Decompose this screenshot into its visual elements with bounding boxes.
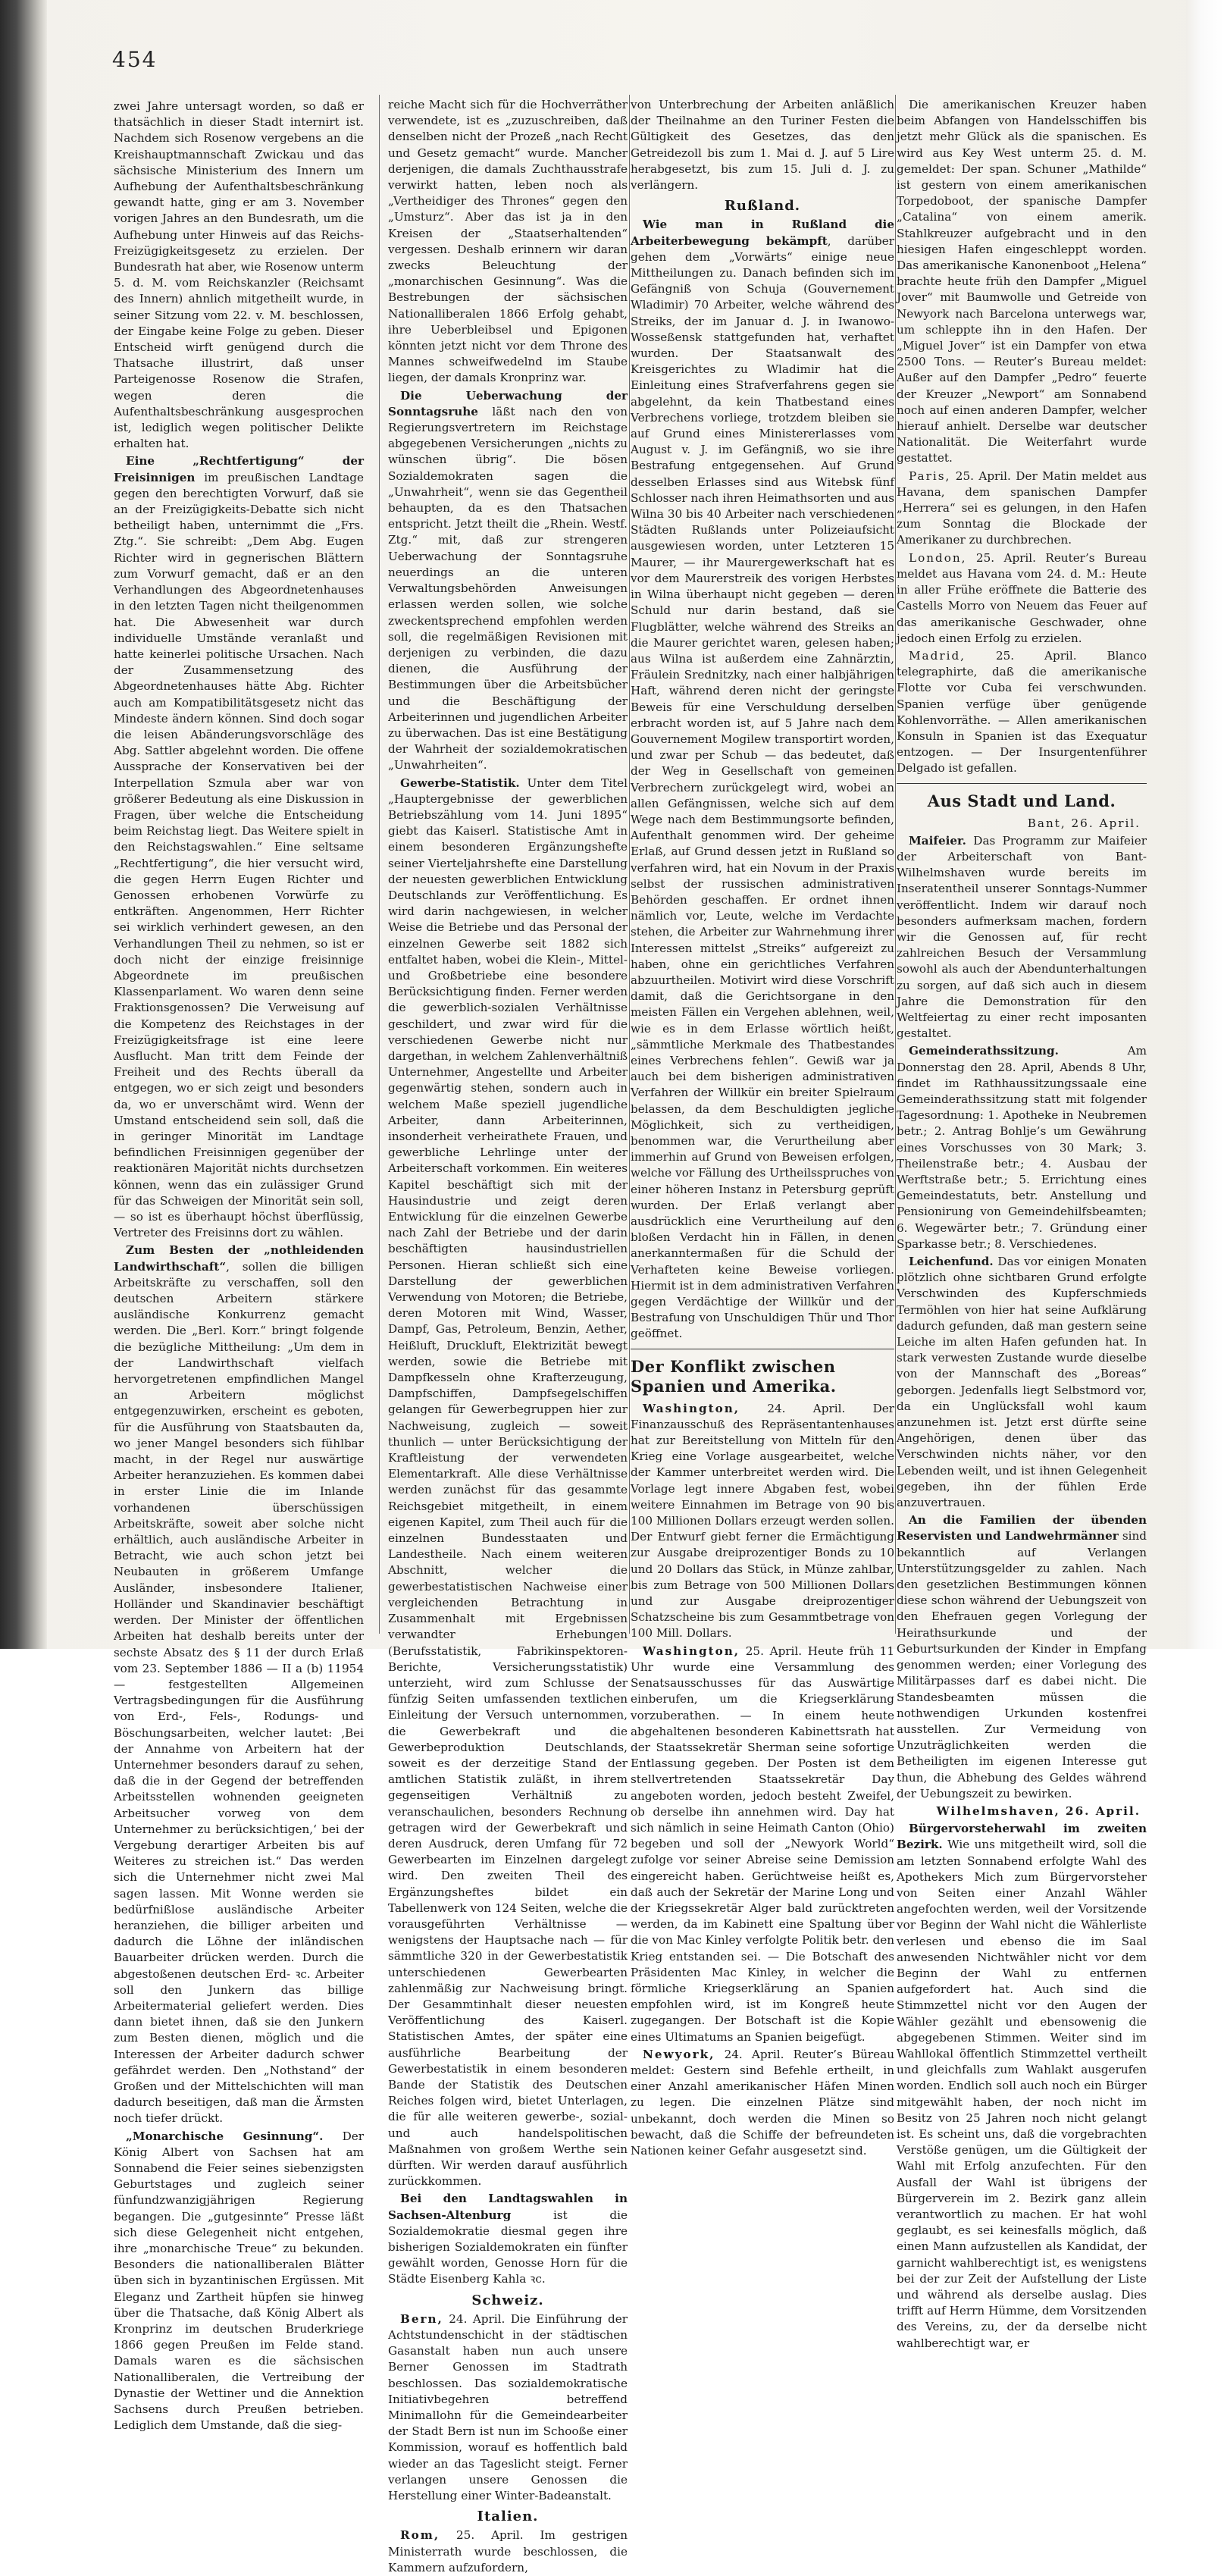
article-paragraph: [897, 550, 1147, 647]
article-paragraph: [897, 833, 1147, 1042]
article-paragraph: [897, 469, 1147, 549]
article-paragraph: [388, 776, 628, 2190]
article-paragraph: [388, 2527, 628, 2576]
dateline-place: London,: [909, 550, 967, 565]
article-text: im preußischen Landtage gegen den berechtigten Vorwurf, daß sie an der Freizügigkeits-Debatte sich nicht betheiligt haben, unternimmt die „Frs. Ztg.“. Sie schreibt: „Dem Abg. Eugen Richter wird in gegnerischen Blättern zum Vorwurf gemacht, daß er an den Verhandlungen des Abgeordnetenhauses in den letzten Tagen nicht theilgenommen hat. Die Abwesenheit war durch individuelle Umstände veranlaßt und hatte keinerlei politische Ursachen. Nach der Zusammensetzung des Abgeordnetenhauses hätte Abg. Richter auch am Kompatibilitätsgesetz nicht das Mindeste ändern können. Sind doch sogar die leisen Abänderungsvorschläge des Abg. Sattler abgelehnt worden. Die offene Aussprache der Konservativen bei der Interpellation Szmula aber war von größerer Bedeutung als eine Diskussion in Fragen, über welche die Entscheidung beim Reichstag liegt. Das Weitere spielt in den Reichstagswahlen.“ Eine seltsame „Rechtfertigung“, die hier versucht wird, die gegen Herrn Eugen Richter und Genossen erhobenen Vorwürfe zu entkräften. Angenommen, Herr Richter sei wirklich verhindert gewesen, an den Verhandlungen Theil zu nehmen, so ist er doch nicht der einzige freisinnige Abgeordnete im preußischen Klassenparlament. Wo waren denn seine Fraktionsgenossen? Die Verweisung auf die Kompetenz des Reichstages in der Freizügigkeitsfrage ist eine leere Ausflucht. Man tritt dem Feinde der Freiheit und des Rechts überall da entgegen, wo er sich zeigt und besonders da, wo er unverschämt wird. Wenn der Umstand entscheidend sein soll, daß die in geringer Minorität im Landtage befindlichen Freisinnigen gegenüber der reaktionären Majorität nichts durchsetzen können, wenn das ein zulässiger Grund für das Schweigen der Minorität sein soll, — so ist es überhaupt höchst überflüssig, Vertreter des Freisinns dort zu wählen.: [114, 470, 365, 1240]
article-paragraph: [114, 2129, 364, 2434]
article-text: Unter dem Titel „Hauptergebnisse der gewerblichen Betriebszählung vom 14. Juni 1895“ giebt das Kaiserl. Statistische Amt in einem besonderen Ergänzungshefte seiner Vierteljahrshefte eine Darstellung der neuesten gewerblichen Entwicklung Deutschlands zur Veröffentlichung. Es wird darin nachgewiesen, in welcher Weise die Betriebe und das Personal der einzelnen Gewerbe seit 1882 sich entfaltet haben, wobei die Klein-, Mittel- und Großbetriebe eine besondere Berücksichtigung finden. Ferner werden die gewerblich-sozialen Verhältnisse geschildert, und zwar wird für die verschiedenen Gewerbe nicht nur dargethan, in welchem Zahlenverhältniß Unternehmer, Angestellte und Arbeiter gegenwärtig stehen, sondern auch in welchem Maße speziell jugendliche Arbeiter, dann Arbeiterinnen, insonderheit verheirathete Frauen, und gewerbliche Lehrlinge unter der Arbeiterschaft vorkommen. Ein weiteres Kapitel beschäftigt sich mit der Hausindustrie und zeigt deren Entwicklung für die einzelnen Gewerbe nach Zahl der Betriebe und der darin beschäftigten hausindustriellen Personen. Hieran schließt sich eine Darstellung der gewerblichen Verwendung von Motoren; die Betriebe, deren Motoren mit Wind, Wasser, Dampf, Gas, Petroleum, Benzin, Aether, Heißluft, Druckluft, Elektrizität bewegt werden, sowie die Betriebe mit Dampfkesseln ohne Krafterzeugung, Dampfschiffen, Dampfsegelschiffen gelangen für Gewerbegruppen hier zur Nachweisung, zugleich — soweit thunlich — unter Berücksichtigung der Kraftleistung der verwendeten Elementarkraft. Alle diese Verhältnisse werden zunächst für das gesammte Reichsgebiet mitgetheilt, in einem eigenen Kapitel, zum Theil auch für die einzelnen Bundesstaaten und Landestheile. Nach einem weiteren Abschnitt, welcher die gewerbestatistischen Nachweise einer vergleichenden Betrachtung in Zusammenhalt mit Ergebnissen verwandter Erhebungen (Berufsstatistik, Fabrikinspektoren-Berichte, Versicherungsstatistik) unterzieht, wird zum Schlusse der fünfzig Seiten umfassenden textlichen Einleitung der Versuch unternommen, die Gewerbekraft und die Gewerbeproduktion Deutschlands, soweit es der derzeitige Stand der amtlichen Statistik zuläßt, in ihrem gegenseitigen Verhältniß zu veranschaulichen, besonders Rechnung getragen wird der Gewerbekraft und deren Ausdruck, deren Umfang für 72 Gewerbearten im Einzelnen dargelegt wird. Den zweiten Theil des Ergänzungsheftes bildet ein Tabellenwerk von 124 Seiten, welche die vorausgeführten Verhältnisse — wenigstens der Hauptsache nach — für sämmtliche 320 in der Gewerbestatistik unterschiedenen Gewerbearten zahlenmäßig zur Nachweisung bringt. Der Gesammtinhalt dieser neuesten Veröffentlichung des Kaiserl. Statistischen Amtes, der später eine ausführliche Bearbeitung der Gewerbestatistik in einem besonderen Bande der Statistik des Deutschen Reiches folgen wird, bietet Unterlagen, die für alle weiteren gewerbe-, sozial- und auch handelspolitischen Maßnahmen von großem Werthe sein dürften. Wir werden darauf ausführlich zurückkommen.: [388, 776, 628, 2189]
article-lead: Gemeinderathssitzung.: [909, 1044, 1059, 1058]
article-text: 25. April. Heute früh 11 Uhr wurde eine Versammlung des Senatsausschusses für das Auswärtige einberufen, um die Kriegserklärung vorzuberathen. — In einem heute abgehaltenen besonderen Kabinettsrath hat der Staatssekretär Sherman seine sofortige Entlassung gegeben. Der Posten ist dem stellvertretenden Staatssekretär Day angeboten worden, jedoch besteht Zweifel, ob derselbe ihn annehmen wird. Day hat sich nämlich in seine Heimath Canton (Ohio) begeben und soll der „Newyork World“ zufolge vor seiner Abreise seine Demission eingereicht haben. Gerüchtweise heißt es, daß auch der Sekretär der Marine Long und der Kriegssekretär Alger bald zurücktreten werden, da im Kabinett eine Spaltung über die von Mac Kinley verfolgte Politik betr. den Krieg entstanden sei. — Die Botschaft des Präsidenten Mac Kinley, in welcher die förmliche Kriegserklärung an Spanien empfohlen wird, ist im Kongreß heute zugegangen. Der Botschaft ist die Kopie eines Ultimatums an Spanien beigefügt.: [631, 1644, 894, 2044]
dateline-place: Newyork,: [643, 2047, 715, 2061]
article-paragraph: [388, 2311, 628, 2504]
article-lead: Wie man in Rußland die Arbeiterbewegung bekämpft: [631, 218, 894, 248]
article-paragraph: zwei Jahre untersagt worden, so daß er thatsächlich in dieser Stadt internirt ist. Nachdem sich Rosenow vergebens an die Kreishauptmannschaft Zwickau und das sächsische Ministerium des Innern um Aufhebung der Aufenthaltsbeschränkung gewandt hatte, ging er am 3. November vorigen Jahres an den Bundesrath, um die Aufhebung unter Hinweis auf das Reichs-Freizügigkeitsgesetz zu erzielen. Der Bundesrath hat aber, wie Rosenow unterm 5. d. M. vom Reichskanzler (Reichsamt des Innern) ahnlich mitgetheilt wurde, in seiner Sitzung vom 22. v. M. beschlossen, der Eingabe keine Folge zu geben. Dieser Entscheid wirft genügend durch die Thatsache illustrirt, daß unser Parteigenosse Rosenow die Strafen, wegen deren die Aufenthaltsbeschränkung ausgesprochen ist, lediglich wegen politischer Delikte erhalten hat.: [114, 99, 364, 451]
article-lead: „Monarchische Gesinnung“.: [126, 2129, 324, 2143]
section-heading-italien: Italien.: [477, 2509, 539, 2525]
article-paragraph: [897, 1821, 1147, 2352]
article-lead: Zum Besten der „nothleidenden Landwirthschaft“: [114, 1243, 364, 1274]
dateline-place: Rom,: [400, 2528, 440, 2543]
dateline-place: Bern,: [400, 2311, 443, 2326]
article-paragraph: [631, 217, 894, 1342]
section-heading-stadt-und-land: Aus Stadt und Land.: [927, 791, 1116, 810]
article-lead: Die Ueberwachung der Sonntagsruhe: [388, 388, 628, 418]
article-paragraph: [631, 1644, 894, 2045]
column-rule: [379, 95, 380, 1634]
column-3: [631, 97, 894, 2158]
article-text: Wie uns mitgetheilt wird, soll die am letzten Sonnabend erfolgte Wahl des Apothekers Mich zum Bürgervorsteher von Seiten einer Anzahl Wähler angefochten werden, weil der Vorsitzende vor Beginn der Wahl nicht die Wählerliste verlesen und ebenso die im Saal anwesenden Nichtwähler nicht vor dem Beginn der Wahl zu entfernen aufgefordert hat. Auch sind die Stimmzettel nicht vor den Augen der Wähler gezählt und ebensowenig die abgegebenen Stimmen. Weiter sind im Wahllokal öffentlich Stimmzettel vertheilt und gleichfalls zum Wahlakt ausgerufen worden. Endlich soll auch noch ein Bürger mitgewählt haben, der noch nicht im Besitz von 25 Jahren noch nicht gelangt ist. Es scheint uns, daß die vorgebrachten Verstöße genügen, um die Gültigkeit der Wahl mit Erfolg anzufechten. Für den Ausfall der Wahl ist übrigens der Bürgerverein im 2. Bezirk ganz allein verantwortlich zu machen. Er hat wohl geglaubt, es sei keinesfalls möglich, daß einen Mann aufzustellen als Kandidat, der garnicht wahlberechtigt ist, es wenigstens bei der zur Zeit der Aufstellung der Liste und während als derselbe auslag. Dies trifft auf Herrn Hümme, dem Vorsitzenden des Vereins, zu, der da derselbe nicht wahlberechtigt war, er: [897, 1838, 1147, 2350]
article-paragraph: [631, 1401, 894, 1642]
page-number: 454: [112, 47, 158, 72]
article-text: Das vor einigen Monaten plötzlich ohne sichtbaren Grund erfolgte Verschwinden des Kupferschmieds Termöhlen von hier hat seine Aufklärung dadurch gefunden, daß man gestern seine Leiche im alten Hafen gefunden hat. In stark verwesten Zustande wurde dieselbe von der Mannschaft des „Boreas“ geborgen. Jedenfalls liegt Selbstmord vor, da ein Unglücksfall wohl kaum anzunehmen ist. Jetzt erst dürfte seine Angehörigen, denen über das Verschwinden nichts näher, vor den Lebenden weilt, und ist ihnen Gelegenheit gegeben, ihn der fühlen Erde anzuvertrauen.: [897, 1255, 1147, 1510]
dateline-place: Washington,: [643, 1644, 740, 1658]
column-1: [114, 99, 365, 2433]
article-lead: Maifeier.: [909, 833, 966, 848]
section-heading-konflikt: Der Konflikt zwischen Spanien und Amerika.: [631, 1356, 837, 1396]
article-text: läßt nach den von Regierungsvertretern im Reichstage abgegebenen Versicherungen „nichts zu wünschen übrig“. Die bösen Sozialdemokraten sagen die „Unwahrheit“, wenn sie das Gegentheil behaupten, da es den Thatsachen entspricht. Jetzt theilt die „Rhein. Westf. Ztg.“ mit, daß zur strengeren Ueberwachung der Sonntagsruhe neuerdings an die unteren Verwaltungsbehörden Anweisungen erlassen werden sollen, wie solche zweckentsprechend empfohlen werden soll, die regelmäßigen Revisionen mit derjenigen zu verbinden, die dazu dienen, die Ausführung der Bestimmungen über die Arbeitsbücher und die Beschäftigung der Arbeiterinnen und jugendlichen Arbeiter zu überwachen. Das ist eine Bestätigung der Wahrheit der sozialdemokratischen „Unwahrheiten“.: [388, 404, 628, 772]
dateline-place: Washington,: [643, 1401, 740, 1415]
dateline: Wilhelmshaven, 26. April.: [936, 1804, 1141, 1818]
article-lead: Bürgervorsteherwahl im zweiten Bezirk.: [897, 1822, 1147, 1852]
section-heading-schweiz: Schweiz.: [471, 2292, 544, 2308]
page-right-edge: [1186, 0, 1224, 1649]
article-paragraph: reiche Macht sich für die Hochverräther verwendete, ist es „zuzuschreiben, daß denselben nicht der Prozeß „nach Recht und Gesetz gemacht“ wurde. Mancher derjenigen, die damals Zuchthausstrafe verwirkt hatten, leben noch als „Vertheidiger des Thrones“ gegen den „Umsturz“. Aber das ist ja in den Kreisen der „Staatserhaltenden“ vergessen. Deshalb erinnern wir daran zwecks Beleuchtung der „monarchischen Gesinnung“. Was die Bestrebungen der sächsischen Nationalliberalen 1866 Erfolg gehabt, ihre Ueberbleibsel und Epigonen könnten jetzt nicht vor dem Throne des Mannes schweifwedelnd im Staube liegen, der damals Kronprinz war.: [388, 98, 628, 385]
article-lead: Bei den Landtagswahlen in Sachsen-Altenburg: [388, 2192, 628, 2222]
article-lead: Leichenfund.: [909, 1255, 994, 1269]
article-text: 25. April. Blanco telegraphirte, daß die amerikanische Flotte vor Cuba fei verschwunden. Spanien verfüge über genügende Kohlenvorräthe. — Allen amerikanischen Konsuln in Spanien ist das Exequatur entzogen. — Der Insurgentenführer Delgado ist gefallen.: [897, 648, 1147, 776]
article-text: 24. April. Die Einführung der Achtstundenschicht in der städtischen Gasanstalt haben nun auch unsere Berner Genossen im Stadtrath beschlossen. Das sozialdemokratische Initiativbegehren betreffend Minimallohn für die Gemeindearbeiter der Stadt Bern ist nun im Schooße einer Kommission, worauf es hoffentlich bald wieder an das Tageslicht steigt. Ferner verlangen unsere Genossen die Herstellung einer Winter-Badeanstalt.: [388, 2311, 628, 2503]
article-text: 24. April. Der Finanzausschuß des Repräsentantenhauses hat zur Bereitstellung von Mitteln für den Krieg eine Vorlage ausgearbeitet, welche der Kammer unterbreitet werden wird. Die Vorlage legt innere Abgaben fest, wobei weitere Einnahmen im Betrage von 90 bis 100 Millionen Dollars erzeugt werden sollen. Der Entwurf giebt ferner die Ermächtigung zur Ausgabe dreiprozentiger Bonds zu 10 und 20 Dollars das Stück, in Münze zahlbar, bis zum Betrage von 500 Millionen Dollars und zur Ausgabe dreiprozentiger Schatzscheine bis zum Gesammtbetrage von 100 Mill. Dollars.: [631, 1401, 894, 1641]
article-paragraph: [114, 1243, 364, 2126]
article-paragraph: Die amerikanischen Kreuzer haben beim Abfangen von Handelsschiffen bis jetzt mehr Glück als die spanischen. Es wird aus Key West unterm 25. d. M. gemeldet: Der span. Schuner „Mathilde“ ist gestern von einem amerikanischen Torpedoboot, der spanische Dampfer „Catalina“ von einem amerik. Stahlkreuzer aufgebracht und in den hiesigen Hafen eingeschleppt worden. Das amerikanische Kanonenboot „Helena“ brachte heute früh den Dampfer „Miguel Jover“ mit Baumwolle und Getreide von Newyork nach Barcelona unterwegs war, um schleppte ihn in den Hafen. Der „Miguel Jover“ ist ein Dampfer von etwa 2500 Tons. — Reuter’s Bureau meldet: Außer auf den Dampfer „Pedro“ feuerte der Kreuzer „Newport“ am Sonnabend noch auf einen anderen Dampfer, welcher hierauf anhielt. Derselbe war deutscher Nationalität. Die Weiterfahrt wurde gestattet.: [897, 98, 1147, 465]
article-text: 25. April. Im gestrigen Ministerrath wurde beschlossen, die Kammern aufzufordern,: [388, 2528, 628, 2574]
article-lead: Gewerbe-Statistik.: [400, 776, 520, 790]
article-text: Der König Albert von Sachsen hat am Sonnabend die Feier seines siebenzigsten Geburtstages und zugleich seiner fünfundzwanzigjährigen Regierung begangen. Die „gutgesinnte“ Presse läßt sich diese Gelegenheit nicht entgehen, ihre „monarchische Treue“ zu bekunden. Besonders die nationalliberalen Blätter üben sich in byzantinischen Ergüssen. Mit Eleganz und Zartheit hüpfen sie hinweg über die Thatsache, daß König Albert als Kronprinz im deutschen Bruderkriege 1866 gegen Preußen im Felde stand. Damals waren es die sächsischen Nationalliberalen, die Vertreibung der Dynastie der Wettiner und die Annektion Sachsens durch Preußen betrieben. Lediglich dem Umstande, daß die sieg-: [114, 2129, 364, 2433]
article-paragraph: [388, 2191, 628, 2287]
dateline-place: Paris,: [909, 469, 951, 483]
column-2: [388, 97, 628, 2574]
article-text: , darüber gehen dem „Vorwärts“ einige neue Mittheilungen zu. Danach befinden sich im Gefängniß von Schuja (Gouvernement Wladimir) 70 Arbeiter, welche während des Streiks, der im Januar d. J. in Iwanowo-Wosseßensk stattgefunden hat, verhaftet wurden. Der Staatsanwalt des Kreisgerichtes zu Wladimir hat die Einleitung eines Strafverfahrens gegen sie abgelehnt, da kein Thatbestand eines Verbrechens vorliege, trotzdem bleiben sie auf Grund eines Ministererlasses vom August v. J. im Gefängniß, wo sie ihre Bestrafung entgegensehen. Auf Grund desselben Erlasses sind aus Witebsk fünf Schlosser nach ihren Heimathsorten und aus Wilna 30 bis 40 Arbeiter nach verschiedenen Städten Rußlands unter Polizeiaufsicht ausgewiesen worden, unter Letzteren 15 Maurer, — ihr Maurergewerkschaft hat es vor dem Maurerstreik des vorigen Herbstes in Wilna überhaupt nicht gegeben — deren Schuld nur darin bestand, daß sie Flugblätter, welche während des Streiks an die Maurer gerichtet waren, gelesen haben; aus Wilna ist außerdem eine Zahnärztin, Fräulein Srednitzky, nach einer halbjährigen Haft, während deren nicht der geringste Beweis für eine Verschuldung derselben erbracht worden ist, auf 5 Jahre nach dem Gouvernement Mogilew transportirt worden, und zwar per Schub — das bedeutet, daß der Weg in Gesellschaft von gemeinen Verbrechern zurückgelegt wird, wobei an allen Gefängnissen, welche sich auf dem Wege nach dem Bestimmungsorte befinden, Aufenthalt genommen wird. Der geheime Erlaß, auf Grund dessen jetzt in Rußland so verfahren wird, hat ein Novum in der Praxis selbst der russischen administrativen Behörden geschaffen. Er ordnet ihnen nämlich vor, Leute, welche im Verdachte stehen, die Arbeiter zur Wahrnehmung ihrer Interessen mittelst „Streiks“ aufgereizt zu haben, ohne ein gerichtliches Verfahren abzuurtheilen. Motivirt wird diese Vorschrift damit, daß die Gerichtsorgane in den meisten Fällen ein Vergehen ablehnen, weil, wie es in dem Erlasse wörtlich heißt, „sämmtliche Merkmale des Thatbestandes eines Verbrechens fehlen“. Gewiß war ja auch bei dem bisherigen administrativen Verfahren der Willkür ein breiter Spielraum belassen, da dem Beschuldigten jegliche Möglichkeit, sich zu vertheidigen, benommen war, die Verurtheilung aber immerhin auf Grund von Beweisen erfolgen, welche vor Fällung des Urtheilsspruches von einer höheren Instanz in Petersburg geprüft wurden. Der Erlaß verlangt aber ausdrücklich eine Verurtheilung auf den bloßen Verdacht hin in Fällen, in denen anerkanntermaßen für die Schuld der Verhafteten keine Beweise vorliegen. Hiermit ist in dem administrativen Verfahren gegen Verdächtige der Willkür und der Bestrafung von Unschuldigen Thür und Thor geöffnet.: [631, 233, 894, 1341]
article-text: ist die Sozialdemokratie diesmal gegen ihre bisherigen Sozialdemokraten ein fünfter gewählt worden, Genosse Horn für die Städte Eisenberg Kahla ꝛc.: [388, 2208, 628, 2286]
article-text: Das Programm zur Maifeier der Arbeiterschaft von Bant-Wilhelmshaven wurde bereits im Inseratentheil unserer Sonntags-Nummer veröffentlicht. Indem wir darauf noch besonders aufmerksam machen, fordern wir die Genossen auf, für recht zahlreichen Besuch der Versammlung sowohl als auch der Abendunterhaltungen zu sorgen, auf daß sich auch in diesem Jahre die Demonstration für den Weltfeiertag zu einer recht imposanten gestaltet.: [897, 833, 1147, 1041]
article-paragraph: [897, 1043, 1147, 1252]
article-text: sind bekanntlich auf Verlangen Unterstützungsgelder zu zahlen. Nach den gesetzlichen Bestimmungen können diese schon während der Uebungszeit von den Ehefrauen gegen Vorlegung der Heirathsurkunde und der Geburtsurkunden der Kinder in Empfang genommen werden; einer Vorlegung des Militärpasses darf es dabei nicht. Die Standesbeamten müssen die nothwendigen Urkunden kostenfrei ausstellen. Zur Vermeidung von Unzuträglichkeiten werden die Betheiligten im eigenen Interesse gut thun, die Abhebung des Geldes während der Uebungszeit zu bewirken.: [897, 1529, 1147, 1800]
column-4: [897, 97, 1147, 2350]
column-rule: [895, 95, 896, 1634]
article-text: 24. April. Reuter’s Büreau meldet: Gestern sind Befehle ertheilt, in einer Anzahl amerikanischer Häfen Minen zu legen. Die einzelnen Plätze sind unbekannt, doch werden die Minen so bewacht, daß die Schiffe der befreundeten Nationen keiner Gefahr ausgesetzt sind.: [631, 2047, 894, 2158]
article-text: 25. April. Reuter’s Bureau meldet aus Havana vom 24. d. M.: Heute in aller Frühe eröffnete die Batterie des Castells Morro von Neuem das Feuer auf das amerikanische Geschwader, ohne jedoch einen Erfolg zu erzielen.: [897, 550, 1147, 645]
article-paragraph: [114, 453, 364, 1241]
dateline: Bant, 26. April.: [1027, 816, 1141, 830]
article-lead: Eine „Rechtfertigung“ der Freisinnigen: [114, 454, 364, 484]
article-paragraph: [631, 2047, 894, 2159]
column-rule: [629, 95, 630, 1634]
book-binding-edge: [0, 0, 47, 1649]
article-paragraph: [897, 1512, 1147, 1802]
article-paragraph: [388, 388, 628, 774]
article-text: 25. April. Der Matin meldet aus Havana, dem spanischen Dampfer „Herrera“ sei es gelungen, in den Hafen zum Sonntag die Blockade der Amerikaner zu durchbrechen.: [897, 469, 1147, 547]
article-paragraph: von Unterbrechung der Arbeiten anläßlich der Theilnahme an den Turiner Festen die Gültigkeit des Gesetzes, das den Getreidezoll bis zum 1. Mai d. J. auf 5 Lire herabgesetzt, bis zum 15. Juli d. J. zu verlängern.: [631, 98, 894, 193]
article-paragraph: [897, 648, 1147, 777]
section-divider: [897, 783, 1147, 784]
article-paragraph: [897, 1254, 1147, 1511]
article-text: , sollen die billigen Arbeitskräfte zu verschaffen, soll den deutschen Arbeitern stärkere ausländische Konkurrenz gemacht werden. Die „Berl. Korr.“ bringt folgende die bezügliche Mittheilung: „Um dem in der Landwirthschaft vielfach hervorgetretenen empfindlichen Mangel an Arbeitern möglichst entgegenzuwirken, erscheint es geboten, für die Ausführung von Staatsbauten da, wo jener Mangel besonders sich fühlbar macht, in der Regel nur auswärtige Arbeiter heranzuziehen. Es kommen dabei in erster Linie die im Inlande vorhandenen überschüssigen Arbeitskräfte, soweit aber solche nicht erhältlich, auch ausländische Arbeiter in Betracht, wie auch schon jetzt bei Neubauten in größerem Umfange Ausländer, insbesondere Italiener, Holländer und Skandinavier beschäftigt werden. Der Minister der öffentlichen Arbeiten hat deshalb bereits unter der sechste Absatz des § 11 der durch Erlaß vom 23. September 1886 — II a (b) 11954 — festgestellten Allgemeinen Vertragsbedingungen für die Ausführung von Erd-, Fels-, Rodungs- und Böschungsarbeiten, welcher lautet: ‚Bei der Annahme von Arbeitern hat der Unternehmer besonders darauf zu sehen, daß die in der Gegend der betreffenden Arbeitsstellen wohnenden geeigneten Arbeitsucher vorweg von dem Unternehmer zu berücksichtigen,‘ bei der Vergebung derartiger Arbeiten bis auf Weiteres zu streichen ist.“ Das werden sich die Unternehmer nicht zwei Mal sagen lassen. Mit Wonne werden sie bedürfnißlose ausländische Arbeiter heranziehen, die billiger arbeiten und dadurch die Löhne der inländischen Bauarbeiter drücken werden. Durch die abgestoßenen deutschen Erd- ꝛc. Arbeiter soll den Junkern das billige Arbeitermaterial geliefert werden. Dies dann bietet ihnen, daß sie den Junkern zum Besten dienen, möglich und die Interessen der Arbeiter dadurch schwer gefährdet werden. Den „Nothstand“ der Großen und der Mittelschichten will man dadurch beseitigen, daß man die Ärmsten noch tiefer drückt.: [114, 1259, 364, 2126]
article-lead: An die Familien der übenden Reservisten und Landwehrmänner: [897, 1513, 1147, 1543]
article-text: Am Donnerstag den 28. April, Abends 8 Uhr, findet im Rathhaussitzungssaale eine Gemeinderathssitzung statt mit folgender Tagesordnung: 1. Apotheke in Neubremen betr.; 2. Antrag Bohlje’s um Gewährung eines Vorschusses von 30 Mark; 3. Theilenstraße betr.; 4. Ausbau der Werftstraße betr.; 5. Errichtung eines Gemeindestatuts, betr. Anstellung und Pensionirung von Gemeindehilfsbeamten; 6. Wegewärter betr.; 7. Gründung einer Sparkasse betr.; 8. Verschiedenes.: [897, 1044, 1147, 1251]
dateline-place: Madrid,: [909, 648, 966, 663]
section-heading-russland: Rußland.: [724, 198, 801, 215]
